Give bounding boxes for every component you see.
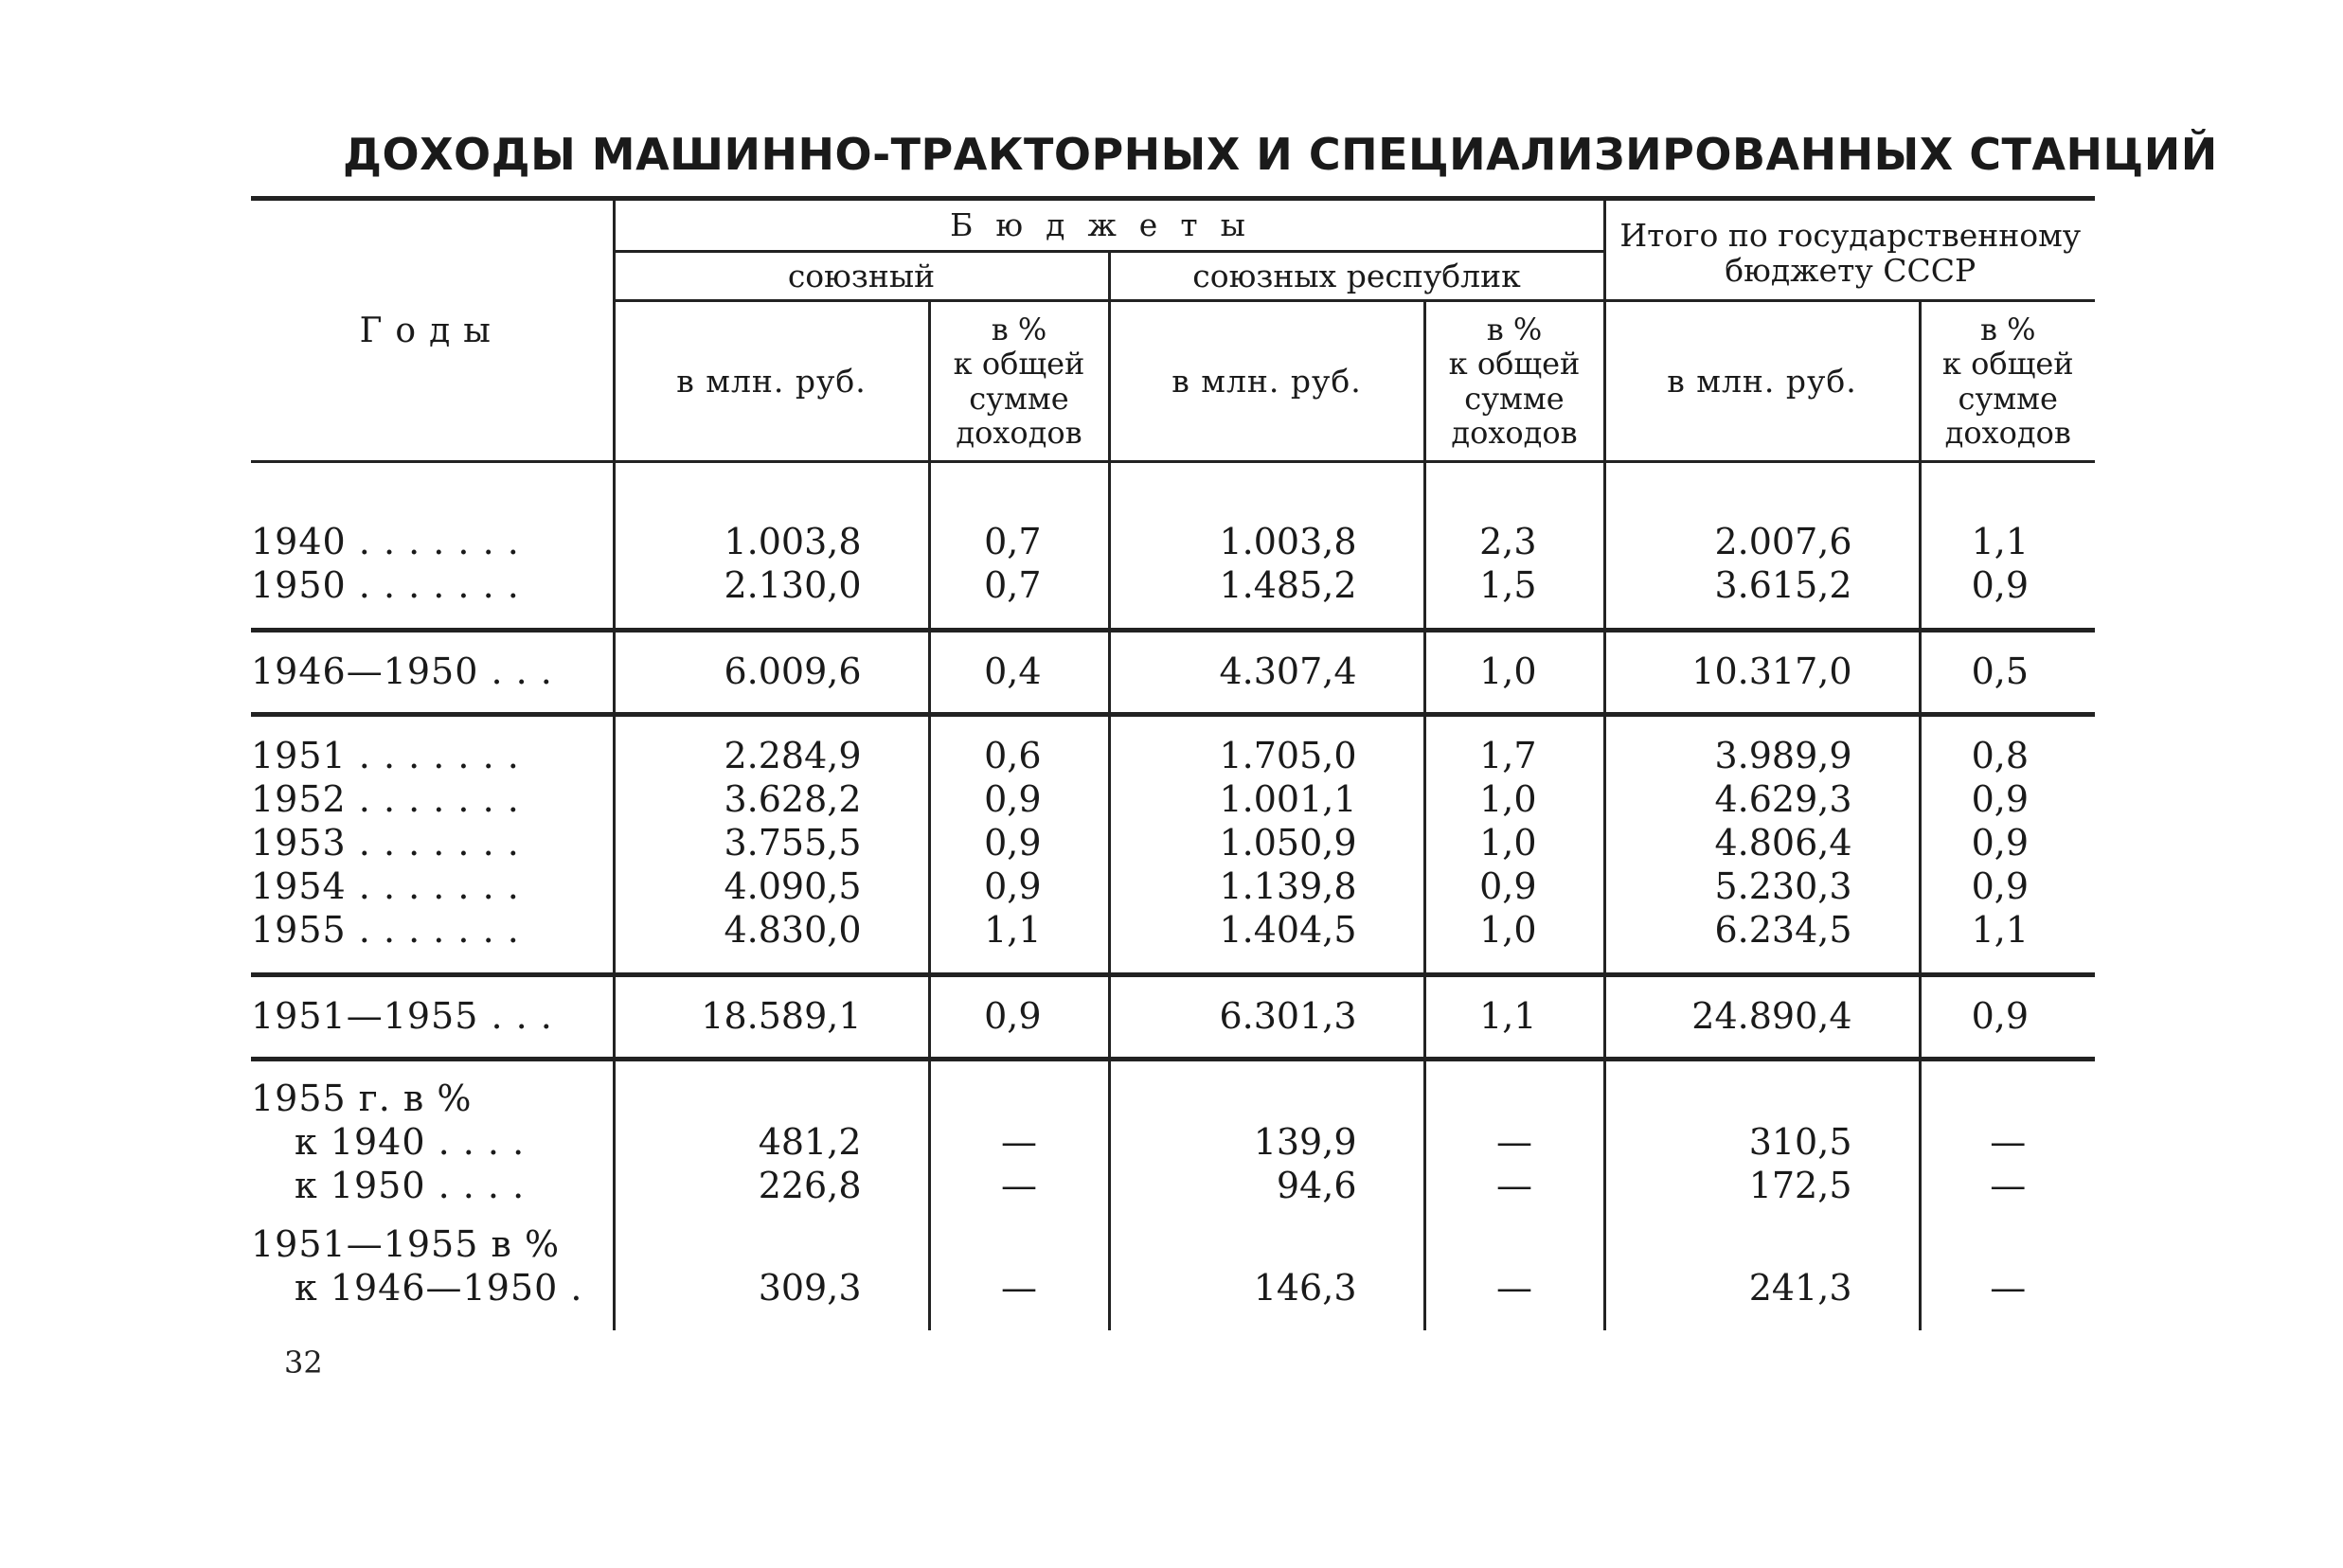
union-pct-cell: — (929, 1120, 1109, 1164)
comparison-row (251, 1120, 2095, 1164)
total-pct-cell: — (1920, 1120, 2095, 1164)
republics-pct-cell: 1,0 (1424, 821, 1604, 864)
total-pct-cell: 1,1 (1920, 462, 2095, 564)
row-year: 1955 . . . . . . . (251, 909, 520, 951)
union-pct-cell: 0,9 (929, 821, 1109, 864)
union-pct-cell: 0,7 (929, 563, 1109, 631)
republics-mln-cell: 139,9 (1109, 1120, 1424, 1164)
union-pct-cell: 0,9 (929, 864, 1109, 908)
table-row-total (251, 975, 2095, 1060)
row-year: к 1950 . . . . (295, 1165, 526, 1206)
row-year: 1946—1950 . . . (251, 631, 614, 715)
republics-mln-cell: 1.485,2 (1109, 563, 1424, 631)
years-header: Годы (251, 199, 614, 462)
total-mln-header: в млн. руб. (1604, 301, 1920, 462)
row-year: 1940 . . . . . . . (251, 521, 520, 562)
republics-mln-cell: 4.307,4 (1109, 631, 1424, 715)
row-year: 1954 . . . . . . . (251, 865, 520, 907)
total-pct-header: в % к общей сумме доходов (1920, 301, 2095, 462)
union-mln-header: в млн. руб. (614, 301, 929, 462)
table-row (251, 462, 2095, 564)
union-mln-cell: 18.589,1 (614, 975, 929, 1060)
total-mln-cell: 24.890,4 (1604, 975, 1920, 1060)
republics-pct-cell: — (1424, 1120, 1604, 1164)
comparison-heading-row (251, 1060, 2095, 1121)
total-pct-cell: 0,9 (1920, 563, 2095, 631)
total-mln-cell: 241,3 (1604, 1266, 1920, 1330)
republics-pct-header: в % к общей сумме доходов (1424, 301, 1604, 462)
union-mln-cell: 309,3 (614, 1266, 929, 1330)
table-row-total (251, 631, 2095, 715)
table-row (251, 821, 2095, 864)
republics-mln-cell: 94,6 (1109, 1164, 1424, 1207)
comparison-heading: 1951—1955 в % (251, 1223, 561, 1265)
union-mln-cell: 1.003,8 (614, 462, 929, 564)
republics-pct-cell: 1,1 (1424, 975, 1604, 1060)
total-pct-cell: — (1920, 1266, 2095, 1330)
total-mln-cell: 310,5 (1604, 1120, 1920, 1164)
comparison-heading: 1955 г. в % (251, 1060, 614, 1121)
total-mln-cell: 4.629,3 (1604, 777, 1920, 821)
republics-mln-cell: 146,3 (1109, 1266, 1424, 1330)
total-pct-cell: 1,1 (1920, 908, 2095, 975)
union-pct-cell: 0,4 (929, 631, 1109, 715)
comparison-row (251, 1164, 2095, 1207)
total-pct-cell: 0,9 (1920, 821, 2095, 864)
table-row (251, 777, 2095, 821)
republics-pct-cell: 1,0 (1424, 631, 1604, 715)
republics-mln-cell: 1.705,0 (1109, 715, 1424, 778)
table-row (251, 563, 2095, 631)
total-mln-cell: 5.230,3 (1604, 864, 1920, 908)
comparison-heading-row (251, 1207, 2095, 1266)
union-pct-cell: 0,9 (929, 975, 1109, 1060)
total-mln-cell: 172,5 (1604, 1164, 1920, 1207)
republics-pct-cell: 2,3 (1424, 462, 1604, 564)
total-mln-cell: 10.317,0 (1604, 631, 1920, 715)
republics-pct-cell: 0,9 (1424, 864, 1604, 908)
republics-mln-cell: 1.001,1 (1109, 777, 1424, 821)
union-pct-header: в % к общей сумме доходов (929, 301, 1109, 462)
union-pct-cell: — (929, 1266, 1109, 1330)
republics-mln-cell: 1.003,8 (1109, 462, 1424, 564)
union-pct-cell: 0,7 (929, 462, 1109, 564)
republics-pct-cell: 1,0 (1424, 908, 1604, 975)
income-table (251, 196, 2095, 1330)
union-pct-cell: 1,1 (929, 908, 1109, 975)
union-mln-cell: 4.090,5 (614, 864, 929, 908)
total-mln-cell: 4.806,4 (1604, 821, 1920, 864)
union-pct-cell: — (929, 1164, 1109, 1207)
republics-pct-cell: 1,5 (1424, 563, 1604, 631)
total-pct-cell: 0,9 (1920, 864, 2095, 908)
union-mln-cell: 4.830,0 (614, 908, 929, 975)
republics-mln-cell: 1.139,8 (1109, 864, 1424, 908)
row-year: к 1946—1950 . (295, 1267, 583, 1309)
row-year: 1951 . . . . . . . (251, 715, 614, 778)
republics-pct-cell: — (1424, 1266, 1604, 1330)
union-mln-cell: 3.755,5 (614, 821, 929, 864)
republics-mln-cell: 1.404,5 (1109, 908, 1424, 975)
total-header: Итого по государственному бюджету СССР (1604, 199, 2095, 301)
republics-mln-cell: 6.301,3 (1109, 975, 1424, 1060)
total-pct-cell: 0,5 (1920, 631, 2095, 715)
union-header: союзный (614, 252, 1109, 301)
republics-pct-cell: 1,7 (1424, 715, 1604, 778)
total-pct-cell: 0,9 (1920, 777, 2095, 821)
union-mln-cell: 226,8 (614, 1164, 929, 1207)
total-pct-cell: — (1920, 1164, 2095, 1207)
republics-mln-cell: 1.050,9 (1109, 821, 1424, 864)
republics-pct-cell: — (1424, 1164, 1604, 1207)
row-year: 1953 . . . . . . . (251, 822, 520, 864)
budgets-header: Бюджеты (614, 199, 1604, 252)
union-mln-cell: 2.284,9 (614, 715, 929, 778)
union-pct-cell: 0,9 (929, 777, 1109, 821)
row-year: 1951—1955 . . . (251, 975, 614, 1060)
union-mln-cell: 2.130,0 (614, 563, 929, 631)
comparison-row (251, 1266, 2095, 1330)
table-title: ДОХОДЫ МАШИННО-ТРАКТОРНЫХ И СПЕЦИАЛИЗИРОВАННЫХ СТАНЦИЙ (343, 129, 2218, 180)
page-number: 32 (284, 1345, 323, 1381)
total-mln-cell: 3.615,2 (1604, 563, 1920, 631)
table-row (251, 715, 2095, 778)
row-year: 1952 . . . . . . . (251, 778, 520, 820)
total-mln-cell: 2.007,6 (1604, 462, 1920, 564)
total-pct-cell: 0,8 (1920, 715, 2095, 778)
union-mln-cell: 3.628,2 (614, 777, 929, 821)
total-mln-cell: 3.989,9 (1604, 715, 1920, 778)
row-year: к 1940 . . . . (295, 1121, 526, 1163)
republics-header: союзных республик (1109, 252, 1604, 301)
table-row (251, 908, 2095, 975)
row-year: 1950 . . . . . . . (251, 564, 520, 606)
republics-mln-header: в млн. руб. (1109, 301, 1424, 462)
total-mln-cell: 6.234,5 (1604, 908, 1920, 975)
union-mln-cell: 6.009,6 (614, 631, 929, 715)
union-mln-cell: 481,2 (614, 1120, 929, 1164)
republics-pct-cell: 1,0 (1424, 777, 1604, 821)
table-row (251, 864, 2095, 908)
total-pct-cell: 0,9 (1920, 975, 2095, 1060)
union-pct-cell: 0,6 (929, 715, 1109, 778)
